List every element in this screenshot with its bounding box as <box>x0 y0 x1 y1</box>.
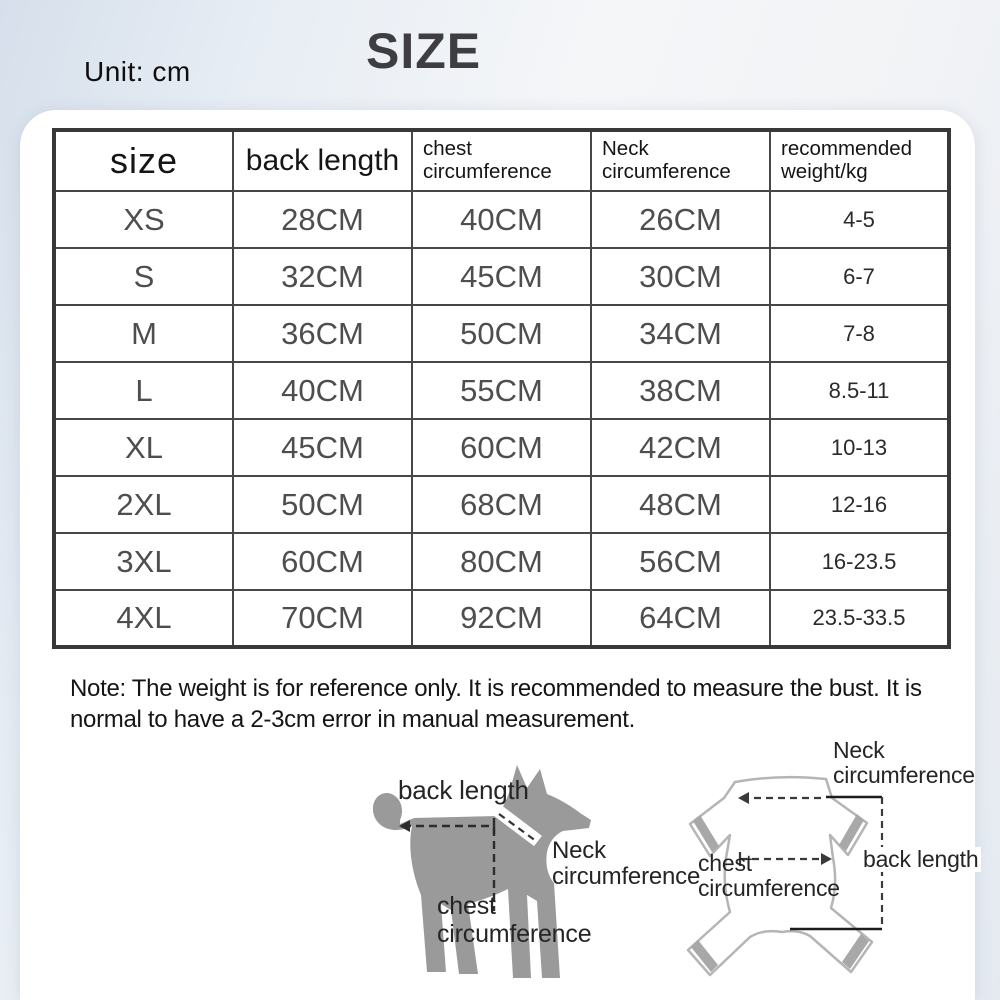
cell-weight: 23.5-33.5 <box>770 590 949 647</box>
col-header-size: size <box>54 130 233 191</box>
reference-note <box>70 674 960 735</box>
dog-back-length-label: back length <box>398 775 529 805</box>
cell-weight: 4-5 <box>770 191 949 248</box>
table-row <box>54 590 949 647</box>
cell-size: XS <box>54 191 233 248</box>
table-row <box>54 476 949 533</box>
table-row <box>54 191 949 248</box>
cell-neck: 38CM <box>591 362 770 419</box>
cell-chest: 80CM <box>412 533 591 590</box>
cell-neck: 64CM <box>591 590 770 647</box>
size-table-grid <box>52 128 951 649</box>
note-line-1: Note: The weight is for reference only. It is recommended to measure the bust. It is <box>70 675 922 702</box>
cell-neck: 30CM <box>591 248 770 305</box>
cell-back: 40CM <box>233 362 412 419</box>
cell-weight: 16-23.5 <box>770 533 949 590</box>
cell-neck: 56CM <box>591 533 770 590</box>
page-title: SIZE <box>366 23 482 79</box>
garment-back-length-label: back length <box>860 847 981 872</box>
cell-back: 32CM <box>233 248 412 305</box>
dog-chest-label: chest circumference <box>437 892 592 948</box>
cell-neck: 26CM <box>591 191 770 248</box>
cell-chest: 50CM <box>412 305 591 362</box>
garment-chest-label: chest circumference <box>698 850 840 902</box>
table-row <box>54 248 949 305</box>
back-measure-arrow <box>399 820 410 832</box>
cell-chest: 60CM <box>412 419 591 476</box>
cell-back: 45CM <box>233 419 412 476</box>
unit-label: Unit: cm <box>84 56 191 87</box>
cell-size: S <box>54 248 233 305</box>
cell-weight: 12-16 <box>770 476 949 533</box>
cell-size: 3XL <box>54 533 233 590</box>
cell-weight: 8.5-11 <box>770 362 949 419</box>
col-header-back: back length <box>233 130 412 191</box>
cell-weight: 6-7 <box>770 248 949 305</box>
cell-back: 50CM <box>233 476 412 533</box>
cell-chest: 92CM <box>412 590 591 647</box>
cell-back: 60CM <box>233 533 412 590</box>
dog-neck-label: Neck circumference <box>552 837 701 891</box>
table-row <box>54 419 949 476</box>
cell-neck: 42CM <box>591 419 770 476</box>
table-row <box>54 362 949 419</box>
col-header-weight: recommended weight/kg <box>770 130 949 191</box>
table-header-row <box>54 130 949 191</box>
cell-back: 70CM <box>233 590 412 647</box>
table-row <box>54 533 949 590</box>
note-line-2: normal to have a 2-3cm error in manual measurement. <box>70 705 635 733</box>
cell-size: 4XL <box>54 590 233 647</box>
col-header-neck: Neck circumference <box>591 130 770 191</box>
cell-size: M <box>54 305 233 362</box>
cell-chest: 68CM <box>412 476 591 533</box>
cell-neck: 34CM <box>591 305 770 362</box>
cell-chest: 45CM <box>412 248 591 305</box>
cell-weight: 7-8 <box>770 305 949 362</box>
cell-neck: 48CM <box>591 476 770 533</box>
col-header-chest: chest circumference <box>412 130 591 191</box>
cell-weight: 10-13 <box>770 419 949 476</box>
size-table <box>52 128 951 649</box>
cell-back: 36CM <box>233 305 412 362</box>
cell-size: XL <box>54 419 233 476</box>
garment-neck-label: Neck circumference <box>833 737 975 789</box>
cell-back: 28CM <box>233 191 412 248</box>
cell-chest: 55CM <box>412 362 591 419</box>
table-row <box>54 305 949 362</box>
cell-size: 2XL <box>54 476 233 533</box>
cell-size: L <box>54 362 233 419</box>
cell-chest: 40CM <box>412 191 591 248</box>
